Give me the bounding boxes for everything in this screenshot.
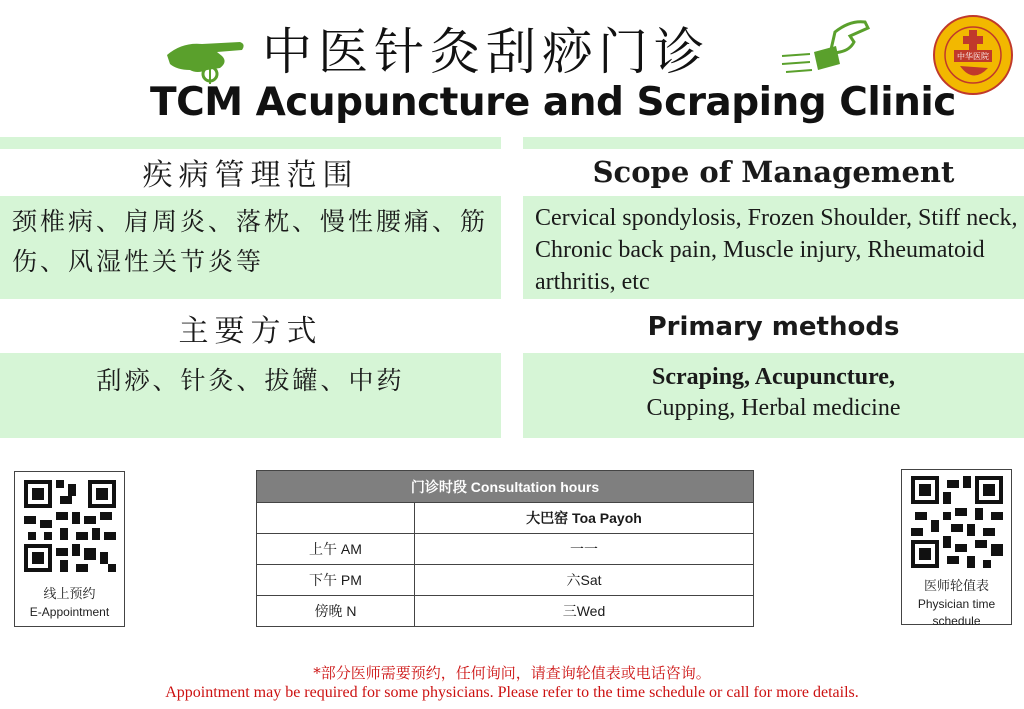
table-row [257, 596, 754, 627]
physician-schedule-label-cn: 医师轮值表 [923, 578, 989, 593]
location-header: 大巴窑 Toa Payoh [415, 503, 754, 534]
row-label: 傍晚 N [257, 596, 415, 627]
scope-heading-en: Scope of Management [523, 150, 1024, 194]
e-appointment-label-cn: 线上预约 [43, 586, 96, 601]
footer-note-cn: *部分医师需要预约，任何询问，请查询轮值表或电话咨询。 [313, 664, 711, 682]
methods-text-cn: 刮痧、针灸、拔罐、中药 [96, 366, 405, 395]
table-row [257, 534, 754, 565]
table-header-row [257, 471, 754, 503]
consultation-hours-table [256, 470, 754, 627]
row-value: 六Sat [415, 565, 754, 596]
scraping-hand-icon [780, 12, 875, 87]
scope-heading-cn: 疾病管理范围 [0, 150, 501, 194]
scope-text-cn: 颈椎病、肩周炎、落枕、慢性腰痛、筋伤、风湿性关节炎等 [0, 196, 501, 299]
scope-text-en: Cervical spondylosis, Frozen Shoulder, Stiff neck, Chronic back pain, Muscle injury, Rheumatoid arthritis, etc [523, 196, 1024, 299]
e-appointment-qr-card[interactable] [14, 471, 125, 627]
title-chinese: 中医针灸刮痧门诊 [262, 23, 710, 81]
methods-panel-cn [0, 353, 501, 438]
band-top-left [0, 137, 501, 149]
e-appointment-label-en: E-Appointment [29, 605, 110, 619]
methods-text-en: Cupping, Herbal medicine [646, 395, 901, 421]
hand-needle-icon [162, 30, 252, 85]
qr-code-icon[interactable] [24, 480, 116, 572]
footer-note-en: Appointment may be required for some physicians. Please refer to the time schedule or call for more details. [165, 684, 859, 701]
table-row [257, 565, 754, 596]
consultation-hours-title: 门诊时段 Consultation hours [257, 471, 754, 503]
methods-heading-cn: 主要方式 [0, 304, 501, 352]
band-top-right [523, 137, 1024, 149]
methods-heading-en: Primary methods [523, 304, 1024, 350]
title-english: TCM Acupuncture and Scraping Clinic [150, 80, 956, 125]
qr-code-icon[interactable] [911, 476, 1003, 568]
row-value: 一一 [415, 534, 754, 565]
physician-schedule-qr-card[interactable] [901, 469, 1012, 628]
methods-text-en-bold: Scraping, Acupuncture, [652, 364, 895, 390]
table-cell-empty [257, 503, 415, 534]
table-row [257, 503, 754, 534]
methods-panel-en [523, 353, 1024, 438]
svg-text:中华医院: 中华医院 [957, 52, 989, 61]
physician-schedule-label-en: Physician time schedule [917, 597, 996, 628]
row-label: 上午 AM [257, 534, 415, 565]
row-value: 三Wed [415, 596, 754, 627]
row-label: 下午 PM [257, 565, 415, 596]
